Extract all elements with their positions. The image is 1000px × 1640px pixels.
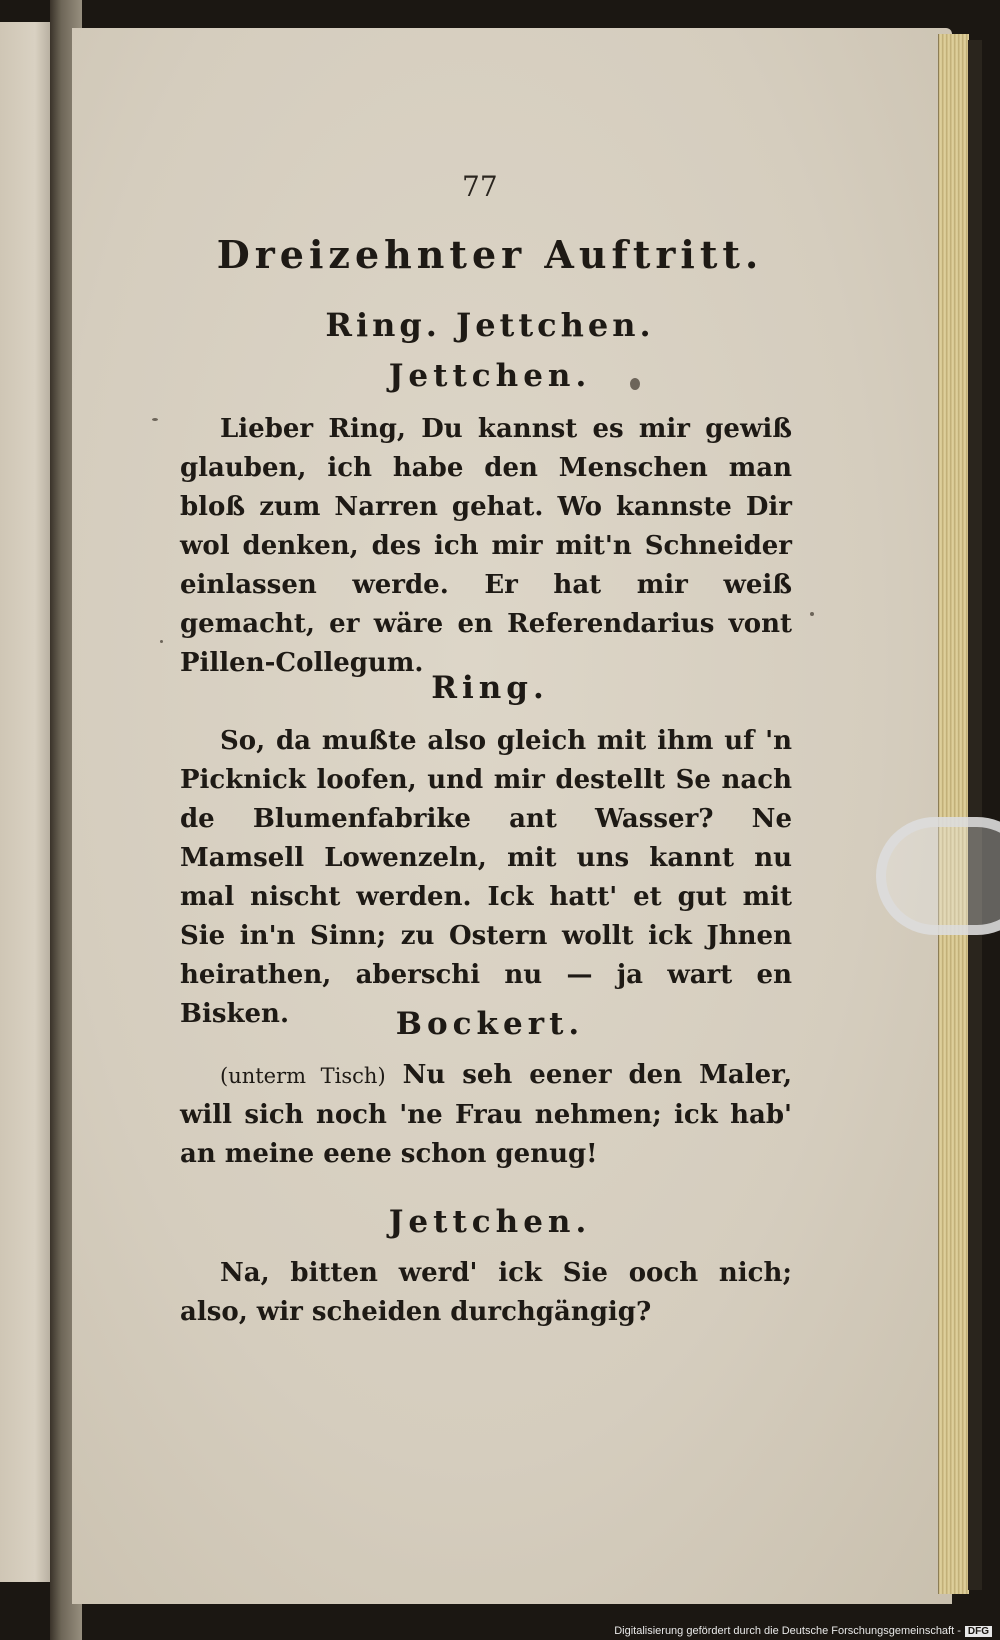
speaker-name: Jettchen.: [388, 1204, 592, 1240]
speaker-name: Jettchen.: [388, 358, 592, 394]
scene-characters: Ring. Jettchen.: [325, 306, 655, 344]
footer-credit: [614, 1625, 992, 1637]
speech-text: Lieber Ring, Du kannst es mir gewiß glauben, ich habe den Menschen man bloß zum Narren gehat. Wo kannste Dir wol denken, des ich mir mit'n Schneider einlassen werde. Er hat mir weiß gemacht, er wäre en Referendarius vont Pillen-Collegum.: [180, 414, 792, 678]
speech-block: [180, 1056, 792, 1174]
speaker-name: Bockert.: [395, 1006, 585, 1042]
page-clip: [876, 817, 1000, 935]
scene-title: Dreizehnter Auftritt.: [216, 232, 764, 277]
page-block-edges: [938, 34, 969, 1594]
speech-text: So, da mußte also gleich mit ihm uf 'n Picknick loofen, und mir destellt Se nach de Blumenfabrike ant Wasser? Ne Mamsell Lowenzeln, mit uns kannt nu mal nischt werden. Ick hatt' et gut mit Sie in'n Sinn; zu Ostern wollt ick Jhnen heirathen, aberschi nu — ja wart en Bisken.: [180, 726, 792, 1029]
previous-page-edge: [0, 22, 50, 1582]
paper-speck: [152, 418, 158, 421]
footer-text: Digitalisierung gefördert durch die Deutsche Forschungsgemeinschaft -: [614, 1625, 961, 1637]
speech-text: Na, bitten werd' ick Sie ooch nich; also, wir scheiden durchgängig?: [180, 1258, 792, 1327]
paper-speck: [810, 612, 814, 616]
paper-speck: [160, 640, 163, 643]
page-number: 77: [462, 170, 498, 203]
speech-text: Nu seh eener den Maler, will sich noch 'ne Frau nehmen; ick hab' an meine eene schon genug!: [180, 1060, 792, 1169]
dfg-logo: DFG: [965, 1626, 992, 1637]
speaker-name: Ring.: [431, 670, 549, 706]
stage-direction: (unterm Tisch): [220, 1064, 386, 1088]
cover-edge: [968, 40, 982, 1590]
